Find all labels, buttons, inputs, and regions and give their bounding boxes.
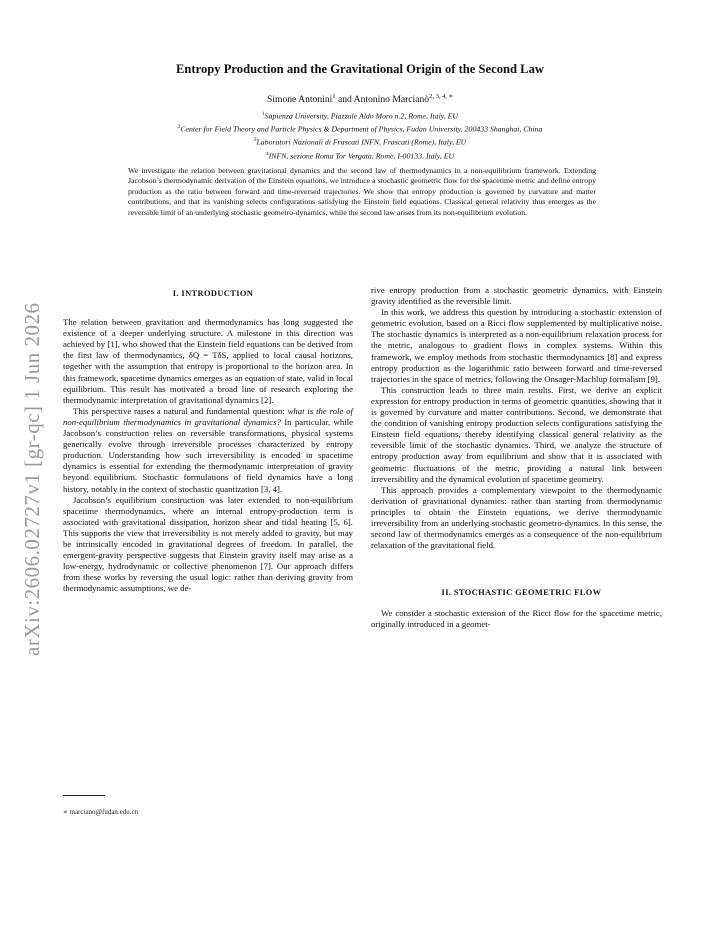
affiliation-list <box>0 109 720 162</box>
arxiv-identifier-sidebar <box>14 256 54 656</box>
affiliation-number: 3 <box>253 137 257 144</box>
affiliation-number: 2 <box>177 124 181 131</box>
author-name: Simone Antonini <box>266 94 333 106</box>
right-column <box>371 285 662 631</box>
affiliation-text: INFN, sezione Roma Tor Vergata, Rome, I-00133, Italy, EU <box>268 151 455 161</box>
emphasized-question: what is the role of non-equilibrium thermodynamics in gravitational dynamics? <box>63 405 353 427</box>
paragraph <box>63 406 353 495</box>
paragraph: rive entropy production from a stochastic geometric dynamics, with Einstein gravity identified as the reversible limit. <box>371 285 662 307</box>
affiliation <box>0 149 720 162</box>
author-name: Antonino Marcianò <box>353 94 430 106</box>
affiliation-text: Center for Field Theory and Particle Physics & Department of Physics, Fudan University, 200433 Shanghai, China <box>180 124 543 134</box>
affiliation-text: Sapienza University, Piazzale Aldo Moro n.2, Rome, Italy, EU <box>264 111 459 121</box>
paragraph-text: In particular, while Jacobson’s construction relies on reversible transformations, physical systems generically evolve through irreversible processes characterized by entropy production. Understanding how such irreversibility is encoded in spacetime dynamics is essential for extending the thermodynamic interpretation of gravity beyond equilibrium. Stochastic formulations of field dynamics have a long history, notably in the context of stochastic quantization [3, 4]. <box>63 416 353 494</box>
affiliation-number: 4 <box>265 150 269 157</box>
paragraph: The relation between gravitation and thermodynamics has long suggested the existence of a deeper underlying structure. A milestone in this direction was achieved by [1], who showed that the Einstein field equations can be derived from the first law of thermodynamics, δQ = TδS, applied to local causal horizons, together with the assumption that entropy is proportional to the horizon area. In this framework, spacetime dynamics emerges as an equation of state, valid in local equilibrium. This result has motivated a broad line of research exploring the thermodynamic interpretation of gravitational dynamics [2]. <box>63 317 353 405</box>
author-affiliation-mark: 1 <box>332 93 336 100</box>
footnote: ∗ marciano@fudan.edu.cn <box>63 808 139 816</box>
section-heading: I. INTRODUCTION <box>172 289 254 298</box>
paragraph: This construction leads to three main results. First, we derive an explicit expression for entropy production in terms of geometric quantities, showing that it is governed by curvature and matter contributions. Second, we demonstrate that the condition of vanishing entropy production selects configurations satisfying the Einstein field equations, thereby identifying classical general relativity as the reversible limit of the stochastic dynamics. Third, we analyze the structure of entropy production away from equilibrium and show that it is associated with geometric fluctuations of the metric, providing a natural link between irreversibility and the dynamical evolution of spacetime geometry. <box>371 384 662 484</box>
abstract: We investigate the relation between gravitational dynamics and the second law of thermodynamics in a non-equilibrium framework. Extending Jacobson’s thermodynamic derivation of the Einstein equations, we introduce a stochastic geometric flow for the spacetime metric and define entropy production as the ratio between forward and time-reversed trajectories. We show that entropy production is governed by curvature and matter contributions, and that its vanishing selects configurations satisfying the Einstein field equations. Classical general relativity thus emerges as the reversible limit of an underlying stochastic geometro-dynamics, while the second law arises from its non-equilibrium evolution. <box>128 166 596 217</box>
paragraph: Jacobson’s equilibrium construction was later extended to non-equilibrium spacetime thermodynamics, where an internal entropy-production term is associated with gravitational dissipation, horizon shear and tidal heating [5, 6]. This supports the view that irreversibility is not merely added to gravity, but may be intrinsically encoded in gravitational degrees of freedom. In parallel, the emergent-gravity perspective suggests that Einstein gravity itself may arise as a low-energy, hydrodynamic or collective phenomenon [7]. Our approach differs from these works by reversing the usual logic: rather than deriving gravity from thermodynamic assumptions, we de- <box>63 494 353 594</box>
footnote-rule <box>63 795 105 796</box>
author-list <box>0 92 720 105</box>
paragraph-text: This perspective raises a natural and fundamental question: <box>73 405 288 416</box>
left-column <box>63 285 353 594</box>
arxiv-identifier: arXiv:2606.02727v1 [gr-qc] 1 Jun 2026 <box>20 302 44 656</box>
affiliation-number: 1 <box>261 111 265 117</box>
paragraph: We consider a stochastic extension of the Ricci flow for the spacetime metric, originally introduced in a geomet- <box>371 608 662 630</box>
paper-title: Entropy Production and the Gravitational Origin of the Second Law <box>176 62 544 76</box>
author-conjunction: and <box>337 94 352 106</box>
affiliation <box>0 135 720 148</box>
author-affiliation-mark: 2, 3, 4, ∗ <box>429 93 453 100</box>
paragraph: This approach provides a complementary viewpoint to the thermodynamic derivation of gravitational dynamics: rather than starting from thermodynamic principles to obtain the Einstein equations, we derive thermodynamic irreversibility from an underlying stochastic geometro-dynamics. In this sense, the second law of thermodynamics emerges as a consequence of the non-equilibrium relaxation of the gravitational field. <box>371 484 662 551</box>
affiliation-text: Laboratori Nazionali di Frascati INFN, Frascati (Rome), Italy, EU <box>256 137 467 147</box>
paragraph: In this work, we address this question by introducing a stochastic extension of geometric evolution, based on a Ricci flow supplemented by multiplicative noise. The stochastic dynamics is interpreted as a non-equilibrium relaxation process for the metric, analogous to gradient flows in complex systems. Within this framework, we employ methods from stochastic thermodynamics [8] and express entropy production as the logarithmic ratio between forward and time-reversed trajectories in the space of metrics, following the Onsager-Machlup formalism [9]. <box>371 307 662 384</box>
affiliation <box>0 109 720 122</box>
section-heading: II. STOCHASTIC GEOMETRIC FLOW <box>441 588 602 598</box>
affiliation <box>0 122 720 135</box>
